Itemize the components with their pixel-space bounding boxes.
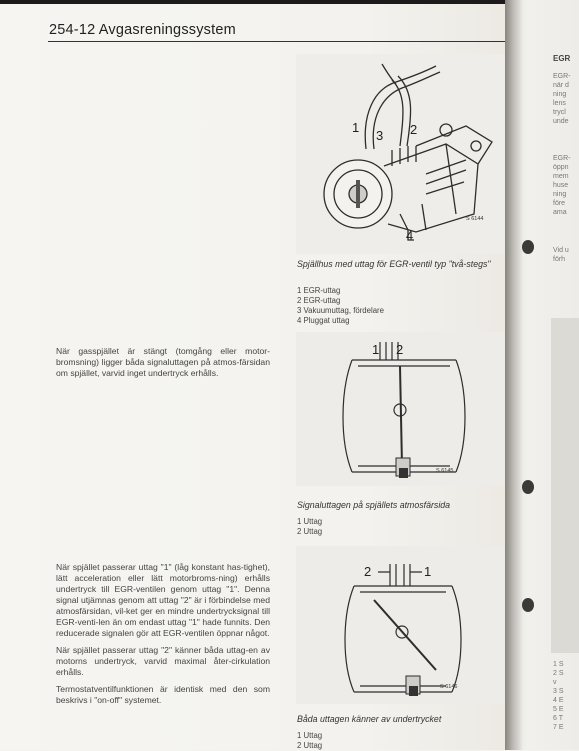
next-page-line: EGR-: [553, 73, 571, 80]
next-page-list-item: 4 E: [553, 697, 564, 704]
legend-item: 1 Uttag: [297, 517, 323, 526]
next-page-line: unde: [553, 118, 569, 125]
next-page-list-item: 7 E: [553, 724, 564, 731]
callout-1: 1: [352, 120, 360, 135]
signal-ports-drawing: [296, 332, 506, 486]
next-page-line: före: [553, 200, 566, 207]
callout-1: 1: [424, 564, 432, 579]
throttle-housing-drawing: [296, 54, 506, 254]
legend-item: 2 Uttag: [297, 741, 323, 750]
page-title: 254-12 Avgasreningssystem: [49, 22, 236, 38]
text-block-egr-signals: [56, 562, 270, 712]
figure1-caption: Spjällhus med uttag för EGR-ventil typ "två-stegs": [297, 259, 491, 269]
figure-code: S 6144: [466, 216, 484, 222]
callout-2: 2: [410, 122, 418, 137]
next-page-heading: EGR: [553, 54, 571, 63]
page-fold-shadow: [505, 0, 523, 750]
next-page-line: när d: [553, 82, 569, 89]
paragraph-port-2: När spjället passerar uttag "2" känner båda uttag-en av motorns undertryck, varvid maximal åter-cirkulation erhålls.: [56, 645, 270, 677]
legend-item: 4 Pluggat uttag: [297, 316, 350, 325]
legend-item: 2 EGR-uttag: [297, 296, 341, 305]
figure2-caption: Signaluttagen på spjällets atmosfärsida: [297, 500, 451, 510]
binder-hole: [522, 480, 534, 494]
next-page-line: huse: [553, 182, 569, 189]
next-page-list-item: 1 S: [553, 661, 564, 668]
next-page-text-top: [553, 72, 571, 126]
next-page-grey-box: [551, 318, 579, 653]
next-page-line: Vid u: [553, 247, 569, 254]
binder-hole: [522, 598, 534, 612]
figure3-caption: Båda uttagen känner av undertrycket: [297, 714, 442, 724]
callout-4: 4: [406, 228, 414, 243]
paragraph-thermostat: Termostatventilfunktionen är identisk med den som beskrivs i "on-off" systemet.: [56, 684, 270, 705]
next-page-list-item: 5 E: [553, 706, 564, 713]
callout-3: 3: [376, 128, 384, 143]
next-page-list: [553, 660, 564, 732]
figure-code: S 6146: [440, 684, 458, 690]
figure2-legend: [297, 517, 322, 537]
callout-2: 2: [364, 564, 372, 579]
next-page-list-item: 2 S: [553, 670, 564, 677]
callout-1: 1: [372, 342, 380, 357]
header-rule: [48, 41, 505, 42]
figure-throttle-housing: [296, 54, 506, 254]
scan-edge: [0, 0, 579, 4]
figure-both-ports-vacuum: [296, 546, 506, 704]
figure-signal-ports-atmospheric: [296, 332, 506, 486]
binder-hole: [522, 240, 534, 254]
callout-2: 2: [396, 342, 404, 357]
figure3-legend: [297, 731, 322, 751]
next-page-line: lens: [553, 100, 566, 107]
next-page-line: öppn: [553, 164, 569, 171]
next-page-line: trycl: [553, 109, 566, 116]
next-page-list-item: v: [553, 679, 557, 686]
figure-code: S 6145: [436, 468, 454, 474]
next-page-line: ama: [553, 209, 567, 216]
legend-item: 2 Uttag: [297, 527, 323, 536]
next-page-list-item: 6 T: [553, 715, 563, 722]
legend-item: 1 Uttag: [297, 731, 323, 740]
legend-item: 1 EGR-uttag: [297, 286, 341, 295]
paragraph-port-1: När spjället passerar uttag "1" (låg konstant has-tighet), lätt acceleration eller lätt motorbroms-ning) erhålls undertryck till EGR-ventilen genom uttag "1". Denna signal utjämnas genom att uttag "2" är i förbindelse med atmosfärsidan, vil-ket ger en mindre undertrycksignal till EGR-venti-len än om endast uttag "1" hade funnits. Den reducerade signalen gör att EGR-ventilen öppnar något.: [56, 562, 270, 638]
legend-item: 3 Vakuumuttag, fördelare: [297, 306, 384, 315]
next-page-line: mem: [553, 173, 569, 180]
next-page-list-item: 3 S: [553, 688, 564, 695]
next-page-line: förh: [553, 256, 566, 263]
next-page-line: ning: [553, 91, 567, 98]
both-ports-drawing: [296, 546, 506, 704]
next-page-text-mid: [553, 154, 571, 217]
paragraph-closed-throttle: När gasspjället är stängt (tomgång eller motor-bromsning) ligger båda signaluttagen på atmos-färsidan om spjället, varvid inget undertryck erhålls.: [56, 346, 270, 378]
next-page-text-vid: [553, 246, 569, 264]
next-page-line: ning: [553, 191, 567, 198]
next-page-line: EGR-: [553, 155, 571, 162]
figure1-legend: [297, 286, 384, 326]
